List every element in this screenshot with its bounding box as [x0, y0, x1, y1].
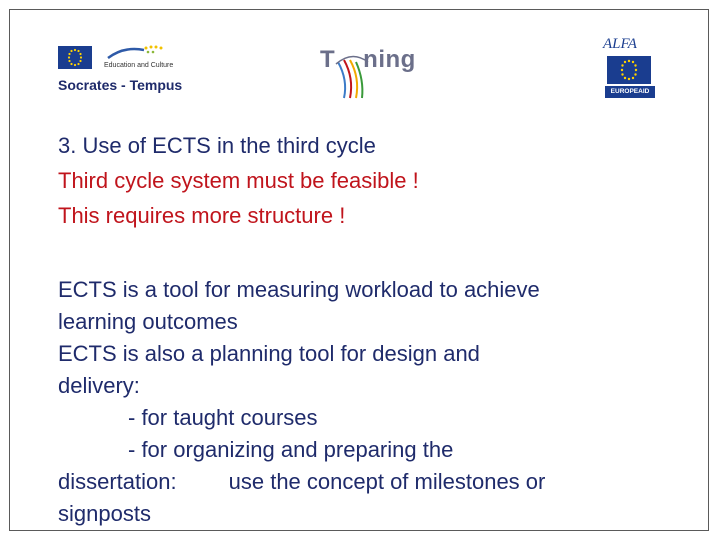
- alfa-europeaid-logo: [603, 36, 659, 106]
- emphasis-line-structure: This requires more structure !: [58, 203, 346, 228]
- bullet-dissertation: - for organizing and preparing the: [128, 437, 454, 462]
- dissertation-label: dissertation:: [58, 469, 177, 494]
- socrates-tempus-label: Socrates - Tempus: [58, 77, 183, 93]
- eu-flag-icon: [58, 46, 92, 69]
- tuning-prefix: T: [320, 46, 336, 73]
- body-line: ECTS is also a planning tool for design and: [58, 341, 480, 366]
- slide-heading: 3. Use of ECTS in the third cycle: [58, 133, 376, 158]
- body-line-dissertation: [58, 466, 698, 498]
- slide-title-block: [58, 128, 419, 233]
- body-line: delivery:: [58, 373, 140, 398]
- eu-square-flag-icon: [607, 56, 651, 84]
- tuning-logo: [320, 38, 440, 102]
- socrates-tempus-logo: [58, 40, 198, 100]
- tuning-suffix: ning: [363, 46, 416, 73]
- education-culture-label: Education and Culture: [104, 62, 174, 69]
- body-line: signposts: [58, 501, 151, 526]
- bullet-taught-courses: - for taught courses: [128, 405, 318, 430]
- europeaid-label: EUROPEAID: [605, 86, 655, 98]
- education-culture-mark-icon: [104, 42, 164, 62]
- body-line: learning outcomes: [58, 309, 238, 334]
- body-line: ECTS is a tool for measuring workload to achieve: [58, 277, 540, 302]
- milestones-text: use the concept of milestones or: [228, 469, 546, 494]
- tuning-arcs-icon: [334, 40, 370, 100]
- emphasis-line-feasible: Third cycle system must be feasible !: [58, 168, 419, 193]
- slide-body: [58, 274, 698, 530]
- alfa-label: ALFA: [603, 36, 637, 52]
